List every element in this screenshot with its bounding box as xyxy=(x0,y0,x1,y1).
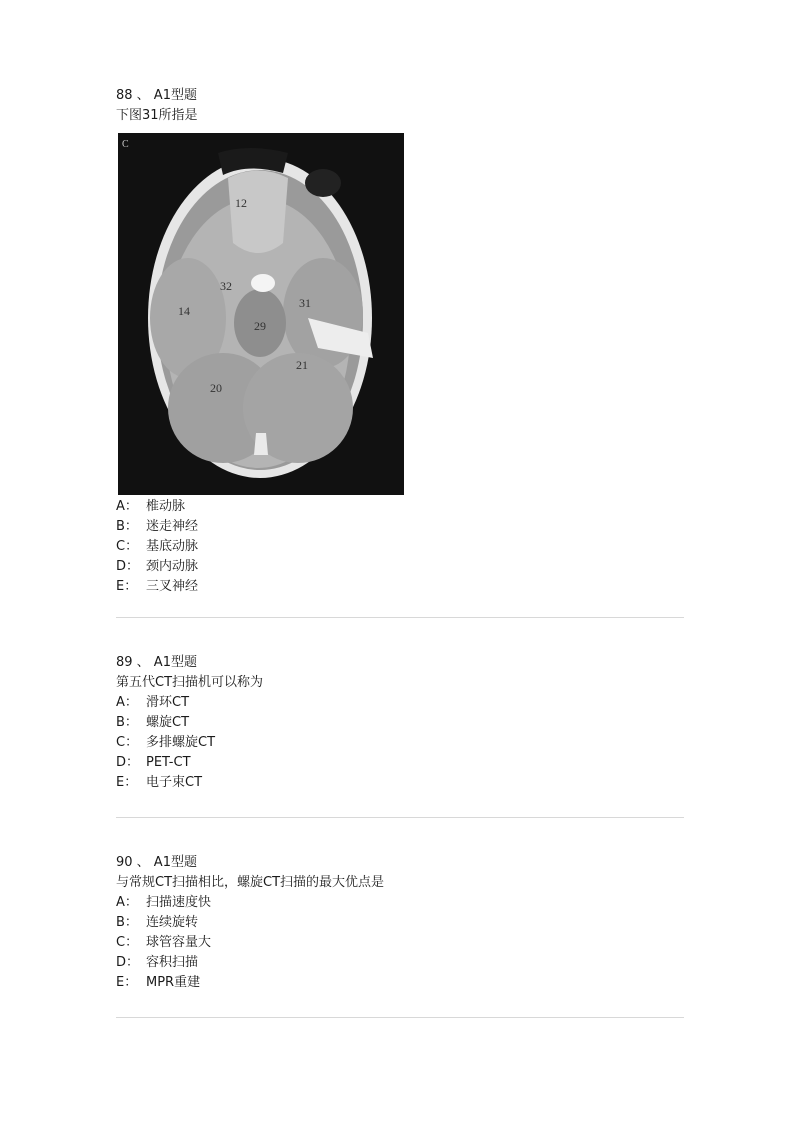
option-d[interactable]: D： 颈内动脉 xyxy=(116,559,199,574)
figure-label: 20 xyxy=(210,381,222,395)
option-d[interactable]: D： 容积扫描 xyxy=(116,955,199,970)
question-88 xyxy=(116,86,684,126)
figure-label: 14 xyxy=(178,304,190,318)
option-c[interactable]: C： 球管容量大 xyxy=(116,935,212,950)
option-a[interactable]: A： 椎动脉 xyxy=(116,499,186,514)
option-a[interactable]: A： 扫描速度快 xyxy=(116,895,212,910)
option-e[interactable]: E： MPR重建 xyxy=(116,975,201,990)
question-stem: 下图31所指是 xyxy=(116,108,198,123)
figure-label: 21 xyxy=(296,358,308,372)
figure-label: 29 xyxy=(254,319,266,333)
question-89 xyxy=(116,653,684,793)
option-e[interactable]: E： 三叉神经 xyxy=(116,579,199,594)
option-d[interactable]: D： PET-CT xyxy=(116,755,191,770)
option-e[interactable]: E： 电子束CT xyxy=(116,775,203,790)
figure-label: 31 xyxy=(299,296,311,310)
option-b[interactable]: B： 螺旋CT xyxy=(116,715,190,730)
option-a[interactable]: A： 滑环CT xyxy=(116,695,190,710)
option-c[interactable]: C： 基底动脉 xyxy=(116,539,199,554)
question-88-options xyxy=(116,497,684,597)
question-header: 88 、 A1型题 xyxy=(116,88,197,103)
figure-label: 32 xyxy=(220,279,232,293)
question-stem: 与常规CT扫描相比，螺旋CT扫描的最大优点是 xyxy=(116,875,385,890)
question-stem: 第五代CT扫描机可以称为 xyxy=(116,675,264,690)
question-header: 89 、 A1型题 xyxy=(116,655,197,670)
question-header: 90 、 A1型题 xyxy=(116,855,197,870)
option-c[interactable]: C： 多排螺旋CT xyxy=(116,735,216,750)
option-b[interactable]: B： 迷走神经 xyxy=(116,519,199,534)
divider xyxy=(116,617,684,618)
ct-scan-figure xyxy=(118,133,404,495)
question-90 xyxy=(116,853,684,993)
figure-corner-label: C xyxy=(122,139,129,150)
figure-label: 12 xyxy=(235,196,247,210)
divider xyxy=(116,1017,684,1018)
divider xyxy=(116,817,684,818)
option-b[interactable]: B： 连续旋转 xyxy=(116,915,199,930)
